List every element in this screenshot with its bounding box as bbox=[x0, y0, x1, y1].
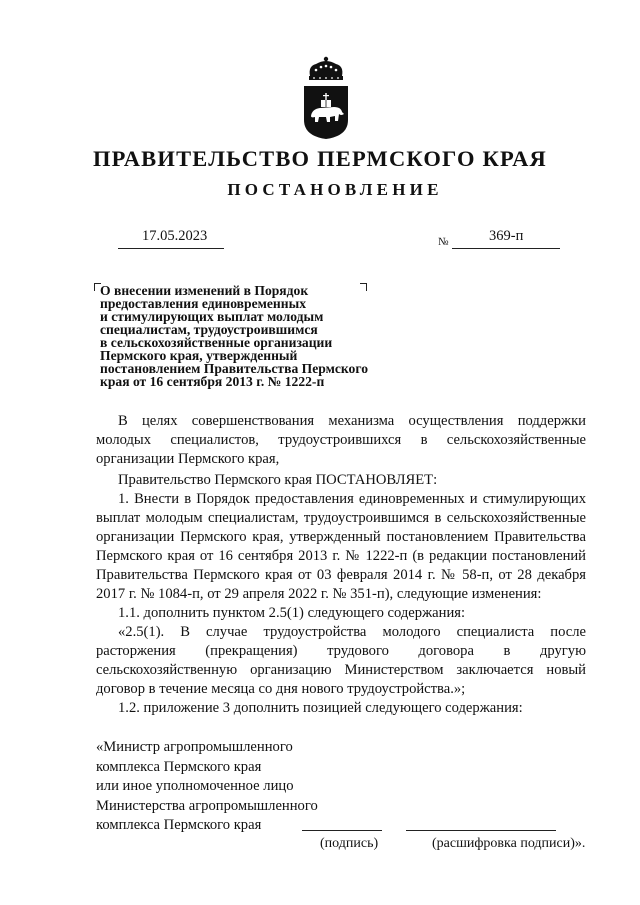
paragraph-item-1-1: 1.1. дополнить пунктом 2.5(1) следующего содержания: bbox=[118, 605, 466, 621]
body-text bbox=[96, 412, 586, 718]
signature-caption: (подпись) bbox=[320, 836, 379, 851]
subject-line: специалистам, трудоустроившимся bbox=[100, 322, 318, 337]
signature-line: комплекса Пермского края bbox=[96, 817, 262, 833]
subject-line: постановлением Правительства Пермского bbox=[100, 361, 368, 376]
signature-blank bbox=[302, 830, 382, 831]
signature-line: комплекса Пермского края bbox=[96, 758, 262, 775]
name-blank bbox=[406, 830, 556, 831]
subject-line: в сельскохозяйственные организации bbox=[100, 335, 333, 350]
signature-line: Министерства агропромышленного bbox=[96, 797, 318, 814]
subject-line: Пермского края, утвержденный bbox=[100, 348, 298, 363]
subject-line: края от 16 сентября 2013 г. № 1222-п bbox=[100, 374, 325, 389]
paragraph-item-1: 1. Внести в Порядок предоставления единовременных и стимулирующих выплат молодым специалистам, трудоустроившимся в сельскохозяйственные организации Пермского края, утвержденный постановлением Правительства Пермского края от 16 сентября 2013 г. № 1222-п (в редакции постановлений Правительства Пермского края от 03 февраля 2014 г. № 58-п, от 28 декабря 2017 г. № 1084-п, от 29 апреля 2022 г. № 351-п), следующие изменения: bbox=[96, 491, 586, 602]
coat-of-arms-emblem bbox=[300, 54, 352, 140]
paragraph-item-2-5-1: «2.5(1). В случае трудоустройства молодого специалиста после расторжения (прекращения) трудового договора в другую сельскохозяйственную организацию Министерством заключается новый договор в течение месяца со дня нового трудоустройства.»; bbox=[96, 624, 586, 697]
paragraph-item-1-2: 1.2. приложение 3 дополнить позицией следующего содержания: bbox=[118, 700, 523, 716]
date-underline bbox=[118, 248, 224, 249]
paragraph-resolves: Правительство Пермского края ПОСТАНОВЛЯЕТ: bbox=[118, 472, 438, 488]
subject-line: и стимулирующих выплат молодым bbox=[100, 309, 324, 324]
document-number: 369-п bbox=[489, 228, 524, 244]
document-type: ПОСТАНОВЛЕНИЕ bbox=[227, 180, 443, 199]
subject-line: О внесении изменений в Порядок bbox=[100, 283, 309, 298]
paragraph-preamble: В целях совершенствования механизма осуществления поддержки молодых специалистов, трудоустроившихся в сельскохозяйственные организации Пермского края, bbox=[96, 413, 586, 467]
document-date: 17.05.2023 bbox=[142, 228, 208, 244]
number-underline bbox=[452, 248, 560, 249]
signature-position-block bbox=[96, 738, 318, 836]
signature-line: или иное уполномоченное лицо bbox=[96, 778, 294, 794]
organization-title: ПРАВИТЕЛЬСТВО ПЕРМСКОГО КРАЯ bbox=[92, 146, 548, 171]
name-caption: (расшифровка подписи)». bbox=[432, 836, 586, 851]
document-subject bbox=[100, 284, 410, 388]
subject-line: предоставления единовременных bbox=[100, 296, 306, 311]
signature-line: «Министр агропромышленного bbox=[96, 739, 293, 755]
number-sign: № bbox=[438, 236, 449, 248]
